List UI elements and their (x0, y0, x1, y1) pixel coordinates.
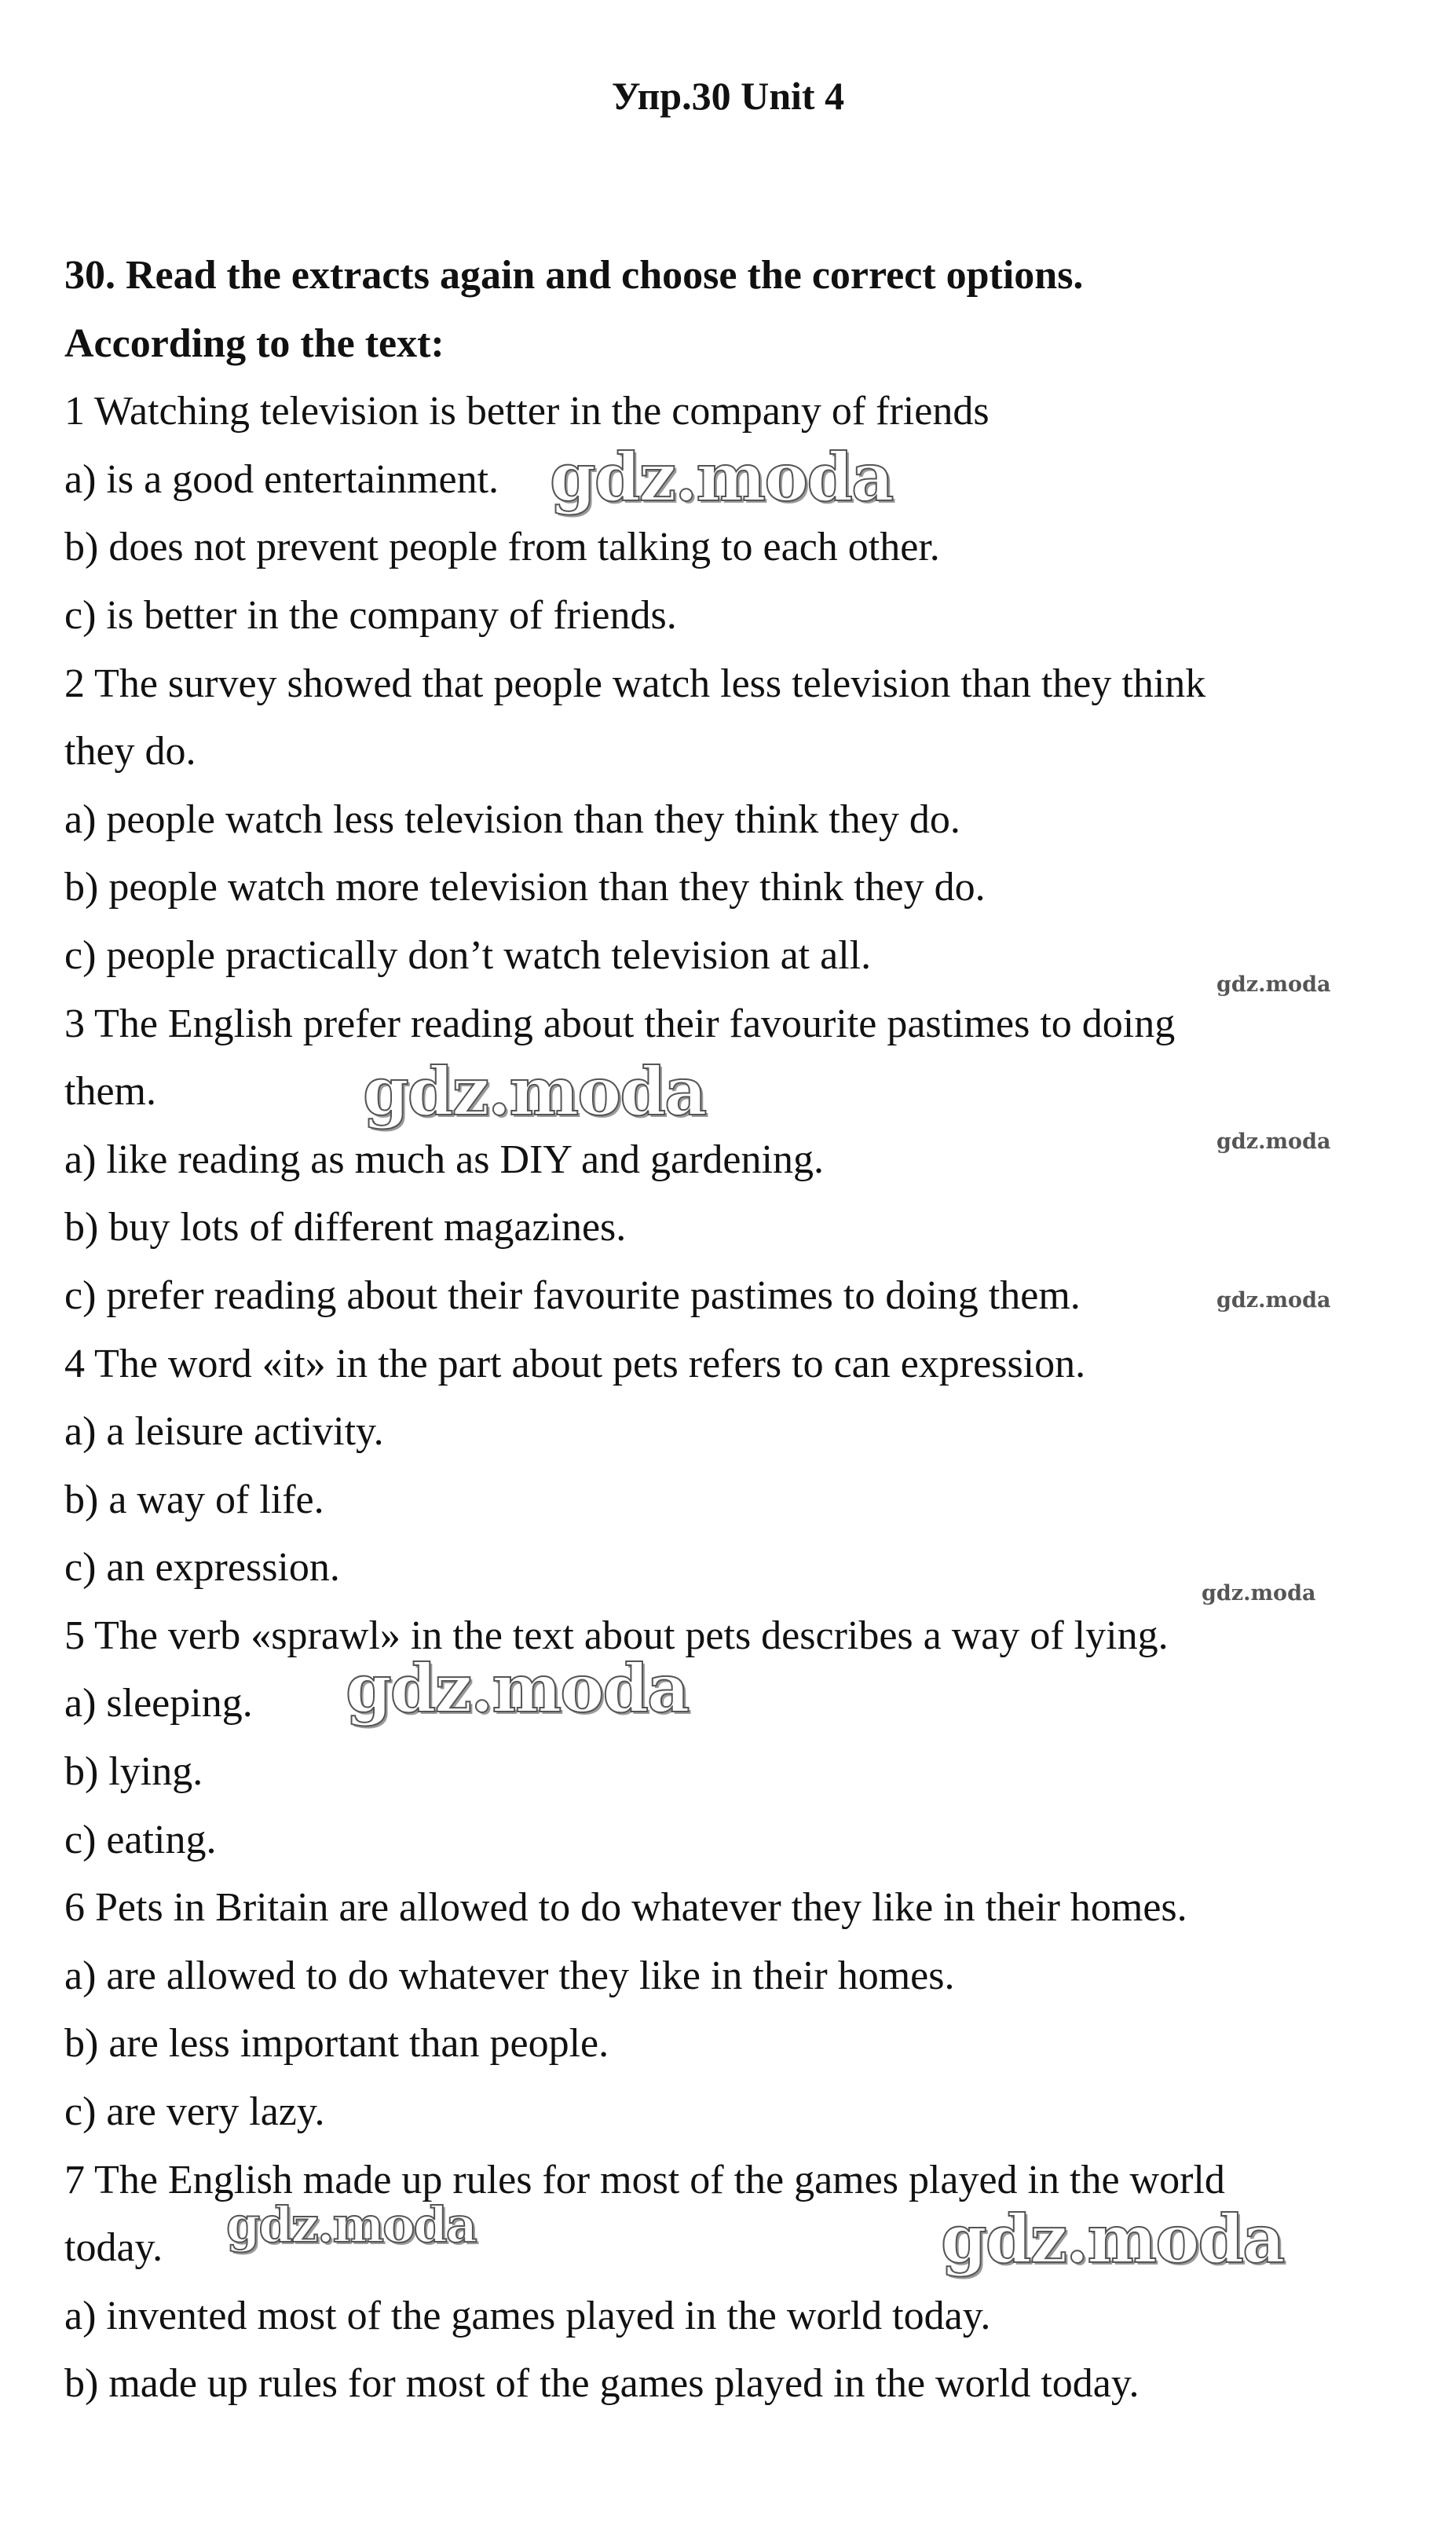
option-3a: a) like reading as much as DIY and gardening. (64, 1137, 824, 1182)
option-3b: b) buy lots of different magazines. (64, 1205, 627, 1250)
option-7b: b) made up rules for most of the games played in the world today. (64, 2361, 1140, 2407)
option-6b: b) are less important than people. (64, 2021, 609, 2067)
exercise-text (64, 242, 1392, 2418)
question-1: 1 Watching television is better in the company of friends (64, 389, 990, 434)
watermark-logo: gdz.moda (226, 2196, 476, 2254)
task-heading: 30. Read the extracts again and choose the correct options. (64, 253, 1084, 298)
question-7-continued: today. (64, 2225, 163, 2271)
option-1a: a) is a good entertainment. (64, 456, 499, 502)
page-title: Упр.30 Unit 4 (611, 74, 845, 118)
option-2a: a) people watch less television than they think they do. (64, 796, 960, 842)
watermark-logo: gdz.moda (1216, 1288, 1331, 1313)
question-2: 2 The survey showed that people watch less television than they think (64, 661, 1206, 706)
task-subheading: According to the text: (64, 320, 444, 366)
option-5b: b) lying. (64, 1749, 203, 1795)
watermark-logo: gdz.moda (1216, 972, 1331, 997)
option-4a: a) a leisure activity. (64, 1409, 384, 1455)
option-6c: c) are very lazy. (64, 2089, 325, 2135)
option-5a: a) sleeping. (64, 1681, 253, 1726)
watermark-logo: gdz.moda (941, 2200, 1284, 2278)
question-3-continued: them. (64, 1069, 156, 1115)
question-6: 6 Pets in Britain are allowed to do whatever they like in their homes. (64, 1885, 1187, 1931)
watermark-logo: gdz.moda (346, 1649, 689, 1727)
option-5c: c) eating. (64, 1817, 217, 1862)
watermark-logo: gdz.moda (1202, 1581, 1316, 1606)
question-3: 3 The English prefer reading about their favourite pastimes to doing (64, 1001, 1176, 1046)
option-7a: a) invented most of the games played in the world today. (64, 2293, 991, 2338)
option-6a: a) are allowed to do whatever they like in their homes. (64, 1953, 955, 1998)
watermark-logo: gdz.moda (550, 438, 893, 516)
question-5: 5 The verb «sprawl» in the text about pets describes a way of lying. (64, 1613, 1169, 1658)
option-2c: c) people practically don’t watch television at all. (64, 932, 872, 978)
option-3c: c) prefer reading about their favourite pastimes to doing them. (64, 1272, 1081, 1318)
option-1c: c) is better in the company of friends. (64, 592, 677, 638)
watermark-logo: gdz.moda (363, 1053, 706, 1130)
option-4c: c) an expression. (64, 1545, 340, 1591)
watermark-logo: gdz.moda (1216, 1130, 1331, 1154)
question-2-continued: they do. (64, 729, 196, 774)
option-1b: b) does not prevent people from talking to each other. (64, 525, 940, 570)
question-4: 4 The word «it» in the part about pets refers to can expression. (64, 1341, 1086, 1386)
question-7: 7 The English made up rules for most of the games played in the world (64, 2157, 1225, 2202)
option-2b: b) people watch more television than they think they do. (64, 865, 986, 910)
option-4b: b) a way of life. (64, 1477, 324, 1522)
